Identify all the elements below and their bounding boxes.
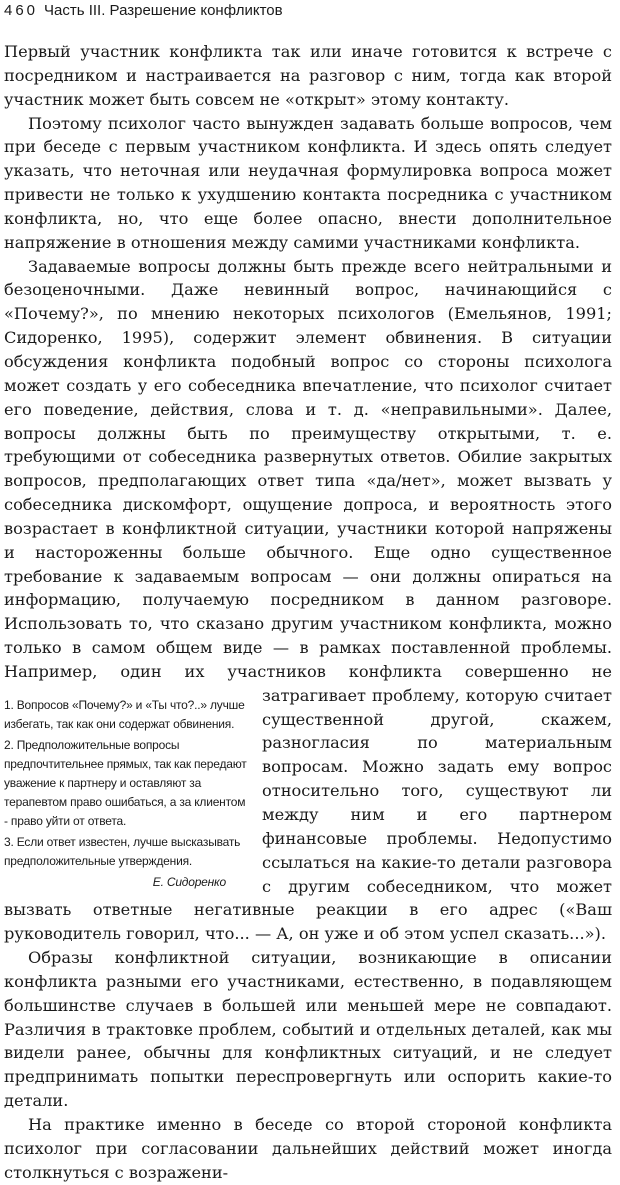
sidebar-item-1: 1. Вопросов «Почему?» и «Ты что?..» лучше избегать, так как они содержат обвинения. xyxy=(4,697,245,731)
sidebar-quote xyxy=(4,696,248,892)
paragraph-2: Поэтому психолог часто вынужден задавать больше вопросов, чем при беседе с первым участником конфликта. И здесь опять следует указать, что неточная или неудачная формулировка вопроса может привести не только к ухудшению контакта посредника с участником конфликта, но, что еще более опасно, внести дополнительное напряжение в отношения между самими участниками конфликта. xyxy=(4,113,612,252)
paragraph-5: На практике именно в беседе со второй стороной конфликта психолог при согласовании дальнейших действий может иногда столкнуться с возражени- xyxy=(4,1114,612,1182)
sidebar-item-2: 2. Предположительные вопросы предпочтительнее прямых, так как передают уважение к партнеру и оставляют за терапевтом право ошибаться, а за клиентом - право уйти от ответа. xyxy=(4,737,247,828)
paragraph-4-text: Образы конфликтной ситуации, возникающие в описании конфликта разными его участниками, естественно, в подавляющем большинстве случаев в большей или меньшей мере не совпадают. Различия в трактовке проблем, событий и отдельных деталей, как мы видели ранее, обычны для конфликтных ситуаций, и не следует предпринимать попытки переспровергнуть или оспорить какие-то детали. xyxy=(4,948,612,1111)
sidebar-author: Е. Сидоренко xyxy=(152,874,226,889)
running-header xyxy=(4,2,604,19)
paragraph-4 xyxy=(4,946,612,1113)
sidebar-item-3: 3. Если ответ известен, лучше высказывать предположительные утверждения. xyxy=(4,834,241,868)
main-text xyxy=(4,40,612,1185)
page-number: 460 xyxy=(4,2,39,19)
running-title: Часть III. Разрешение конфликтов xyxy=(44,2,283,19)
paragraph-3-text: Задаваемые вопросы должны быть прежде всего нейтральными и безоценочными. Даже невинный вопрос, начинающийся с «Почему?», по мнению некоторых психологов (Емельянов, 1991; Сидоренко, 1995), содержит элемент обвинения. В ситуации обсуждения конфликта подобный вопрос со стороны психолога может создать у его собеседника впечатление, что психолог считает его поведение, действия, слова и т. д. «неправильными». Далее, вопросы должны быть по преимуществу открытыми, т. е. требующими от собеседника развернутых ответов. Обилие закрытых вопросов, предполагающих ответ типа «да/нет», может вызвать у собеседника дискомфорт, ощущение допроса, и вероятность этого возрастает в конфликтной ситуации, участники которой напряжены и настороженны больше обычного. Еще одно существенное требование к задаваемым вопросам — они должны опираться на информацию, получаемую посредником в данном разговоре. Использовать то, что сказано другим участником конфликта, можно только в самом общем виде — в рамках поставленной проблемы. Например, один их участников конфликта xyxy=(4,256,612,681)
paragraph-3-continued: совершенно не затрагивает проблему, которую считает существенной другой, скажем, разногласия по материальным вопросам. Можно задать ему вопрос относительно того, существуют ли между ним и его партнером финансовые проблемы. Недопустимо ссылаться на какие-то детали разговора с другим собеседником, что может вызвать ответные негативные реакции в его адрес («Ваш руководитель говорил, что... — А, он уже и об этом успел сказать...»). xyxy=(4,661,612,944)
paragraph-3 xyxy=(4,255,612,946)
paragraph-1: Первый участник конфликта так или иначе готовится к встрече с посредником и настраивается на разговор с ним, тогда как второй участник может быть совсем не «открыт» этому контакту. xyxy=(4,42,612,109)
